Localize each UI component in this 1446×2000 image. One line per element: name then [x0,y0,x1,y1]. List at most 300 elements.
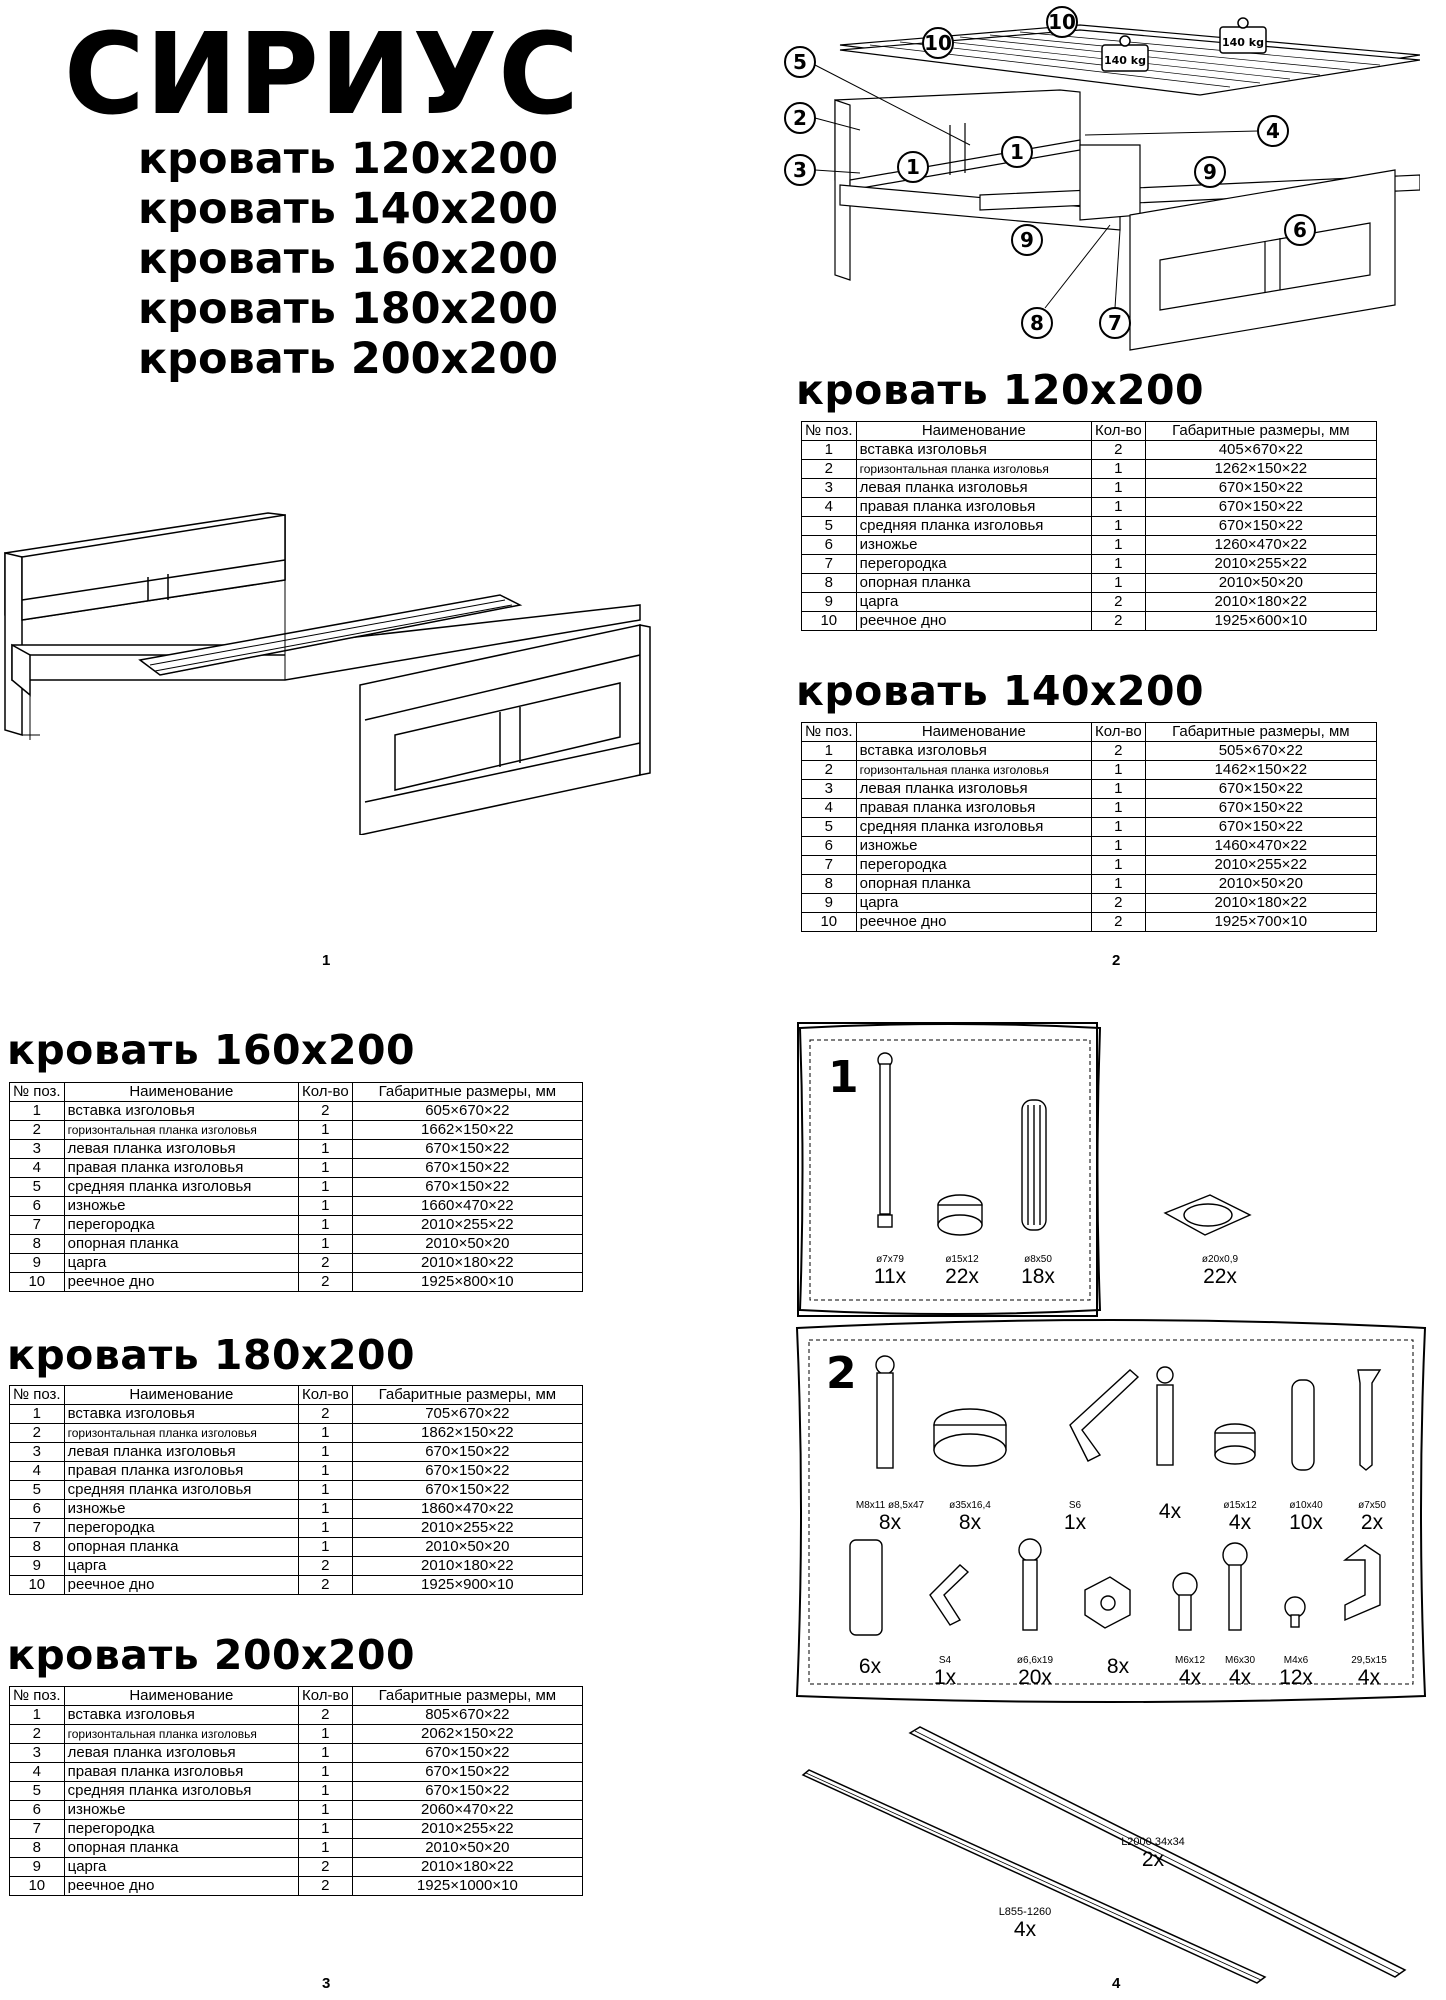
cell-name: царга [64,1254,298,1273]
model-item: кровать 180х200 [138,284,559,334]
cell-name: правая планка изголовья [856,799,1091,818]
cell-name: горизонтальная планка изголовья [856,761,1091,780]
table-title: кровать 120х200 [796,366,1205,414]
table-row [10,1877,583,1896]
cell-name: опорная планка [64,1538,298,1557]
page-number: 1 [322,952,331,969]
cell-dims: 2010×50×20 [352,1839,582,1858]
cell-dims: 1660×470×22 [352,1197,582,1216]
cell-dims: 2010×50×20 [352,1538,582,1557]
column-header-name: Наименование [64,1386,298,1405]
cell-pos: 1 [10,1102,65,1121]
brand-title: СИРИУС [64,10,580,140]
table-row [802,837,1377,856]
bag-1-parts [850,1050,1270,1260]
hw-item: M6x30 4x [1224,1655,1255,1689]
cell-qty: 1 [299,1462,353,1481]
cell-pos: 2 [10,1121,65,1140]
cell-dims: 670×150×22 [1145,498,1376,517]
table-row [802,856,1377,875]
cell-name: реечное дно [64,1273,298,1292]
callout: 7 [1108,311,1122,335]
cell-qty: 1 [299,1500,353,1519]
cell-dims: 1860×470×22 [352,1500,582,1519]
table-header-row [10,1687,583,1706]
table-row [10,1744,583,1763]
column-header-qty: Кол-во [1092,422,1146,441]
weight-label-1: 140 kg [1104,54,1146,67]
bag-2-parts-row-1 [860,1355,1400,1485]
column-header-pos: № поз. [10,1083,65,1102]
cell-pos: 4 [10,1159,65,1178]
hw-item: ø15x12 22x [945,1254,979,1288]
column-header-dims: Габаритные размеры, мм [352,1386,582,1405]
cell-dims: 670×150×22 [1145,479,1376,498]
table-row [802,799,1377,818]
cell-pos: 3 [802,780,857,799]
model-item: кровать 160х200 [138,234,559,284]
cell-qty: 1 [299,1538,353,1557]
cell-qty: 1 [1092,479,1146,498]
table-row [802,574,1377,593]
spec-table [801,722,1377,932]
hw-item: S6 1x [1063,1500,1087,1534]
hw-item: 8x [1106,1655,1130,1678]
column-header-pos: № поз. [802,422,857,441]
hw-item: ø10x40 10x [1289,1500,1323,1534]
rail-item: L855-1260 4x [998,1906,1052,1941]
cell-pos: 1 [802,742,857,761]
cell-qty: 2 [299,1102,353,1121]
column-header-name: Наименование [856,422,1091,441]
table-row [10,1782,583,1801]
cell-name: горизонтальная планка изголовья [64,1424,298,1443]
callout: 2 [793,106,807,130]
callout: 6 [1293,218,1307,242]
cell-name: вставка изголовья [64,1706,298,1725]
table-row [802,894,1377,913]
cell-pos: 6 [10,1197,65,1216]
cell-name: реечное дно [856,612,1091,631]
cell-qty: 1 [1092,460,1146,479]
column-header-dims: Габаритные размеры, мм [352,1083,582,1102]
page-number: 3 [322,1975,331,1992]
table-row [10,1462,583,1481]
table-header-row [802,422,1377,441]
cell-qty: 1 [1092,555,1146,574]
column-header-qty: Кол-во [299,1083,353,1102]
table-row [802,612,1377,631]
cell-pos: 10 [802,913,857,932]
table-row [10,1197,583,1216]
table-row [802,780,1377,799]
cell-name: царга [856,894,1091,913]
cell-pos: 9 [802,593,857,612]
cell-qty: 1 [299,1424,353,1443]
column-header-name: Наименование [856,723,1091,742]
cell-dims: 2010×180×22 [1145,593,1376,612]
cell-qty: 2 [299,1576,353,1595]
cell-name: царга [856,593,1091,612]
cell-dims: 2010×180×22 [352,1254,582,1273]
cell-pos: 7 [10,1216,65,1235]
cell-qty: 1 [299,1820,353,1839]
cell-pos: 9 [10,1557,65,1576]
model-item: кровать 140х200 [138,184,559,234]
cell-pos: 6 [10,1500,65,1519]
table-row [10,1102,583,1121]
hw-item: ø20x0,9 22x [1201,1254,1239,1288]
cell-dims: 670×150×22 [352,1159,582,1178]
cell-pos: 3 [10,1140,65,1159]
table-row [10,1121,583,1140]
cell-name: перегородка [64,1519,298,1538]
table-row [802,761,1377,780]
cell-pos: 5 [802,818,857,837]
cell-pos: 6 [802,536,857,555]
model-item: кровать 200х200 [138,334,559,384]
cell-name: изножье [64,1801,298,1820]
table-row [802,479,1377,498]
cell-qty: 2 [299,1858,353,1877]
cell-dims: 2062×150×22 [352,1725,582,1744]
cell-qty: 2 [299,1405,353,1424]
cell-dims: 670×150×22 [1145,517,1376,536]
cell-qty: 1 [1092,574,1146,593]
cell-name: левая планка изголовья [64,1140,298,1159]
table-row [10,1706,583,1725]
spec-table [801,421,1377,631]
table-header-row [10,1083,583,1102]
cell-name: царга [64,1557,298,1576]
cell-name: правая планка изголовья [64,1159,298,1178]
cell-pos: 3 [10,1744,65,1763]
table-row [10,1216,583,1235]
hw-item: ø7x50 2x [1358,1500,1386,1534]
cell-dims: 670×150×22 [352,1763,582,1782]
cell-name: царга [64,1858,298,1877]
cell-qty: 2 [1092,612,1146,631]
cell-qty: 1 [299,1235,353,1254]
hw-item: 4x [1158,1500,1182,1523]
cell-name: правая планка изголовья [856,498,1091,517]
table-row [802,517,1377,536]
cell-qty: 1 [1092,517,1146,536]
table-title: кровать 180х200 [7,1331,416,1379]
cell-pos: 5 [10,1782,65,1801]
cell-name: изножье [64,1500,298,1519]
cell-pos: 8 [10,1538,65,1557]
cell-pos: 10 [10,1273,65,1292]
column-header-qty: Кол-во [1092,723,1146,742]
cell-qty: 2 [299,1254,353,1273]
cell-pos: 3 [802,479,857,498]
cell-pos: 7 [802,856,857,875]
cell-pos: 2 [802,460,857,479]
cell-pos: 2 [10,1725,65,1744]
cell-qty: 2 [299,1706,353,1725]
cell-name: перегородка [64,1820,298,1839]
cell-pos: 5 [10,1178,65,1197]
cell-dims: 1462×150×22 [1145,761,1376,780]
cell-qty: 1 [299,1725,353,1744]
hw-item: M6x12 4x [1174,1655,1205,1689]
cell-dims: 670×150×22 [1145,799,1376,818]
cell-dims: 2010×180×22 [352,1858,582,1877]
cell-name: опорная планка [856,574,1091,593]
cell-dims: 670×150×22 [352,1178,582,1197]
cell-qty: 2 [1092,593,1146,612]
cell-name: реечное дно [856,913,1091,932]
cell-qty: 1 [1092,536,1146,555]
table-row [10,1273,583,1292]
cell-dims: 2010×50×20 [352,1235,582,1254]
cell-dims: 670×150×22 [352,1462,582,1481]
cell-qty: 2 [1092,742,1146,761]
hw-item: ø7x79 11x [873,1254,907,1288]
cell-pos: 6 [10,1801,65,1820]
table-title: кровать 160х200 [7,1026,416,1074]
cell-name: левая планка изголовья [856,479,1091,498]
cell-pos: 5 [802,517,857,536]
column-header-pos: № поз. [802,723,857,742]
cell-pos: 9 [10,1858,65,1877]
cell-pos: 7 [10,1820,65,1839]
cell-name: реечное дно [64,1877,298,1896]
table-header-row [802,723,1377,742]
table-row [10,1801,583,1820]
cell-dims: 2010×50×20 [1145,875,1376,894]
cell-qty: 1 [299,1481,353,1500]
table-row [10,1519,583,1538]
cell-pos: 2 [802,761,857,780]
cell-pos: 8 [802,875,857,894]
hw-item: ø6,6x19 20x [1016,1655,1054,1689]
cell-qty: 2 [299,1273,353,1292]
cell-dims: 670×150×22 [352,1140,582,1159]
cell-dims: 505×670×22 [1145,742,1376,761]
cell-pos: 8 [802,574,857,593]
cell-pos: 8 [10,1235,65,1254]
cell-name: правая планка изголовья [64,1462,298,1481]
cell-name: перегородка [856,555,1091,574]
cell-name: средняя планка изголовья [64,1178,298,1197]
cell-pos: 7 [10,1519,65,1538]
cell-qty: 2 [1092,441,1146,460]
cell-pos: 10 [10,1576,65,1595]
column-header-qty: Кол-во [299,1687,353,1706]
callout: 9 [1203,160,1217,184]
table-row [10,1839,583,1858]
cell-dims: 670×150×22 [352,1782,582,1801]
cell-pos: 1 [802,441,857,460]
bag-1-label: 1 [828,1052,860,1103]
cell-name: изножье [64,1197,298,1216]
cell-qty: 2 [299,1877,353,1896]
column-header-pos: № поз. [10,1687,65,1706]
model-item: кровать 120х200 [138,134,559,184]
table-row [802,441,1377,460]
weight-label-2: 140 kg [1222,36,1264,49]
table-row [802,460,1377,479]
table-row [802,913,1377,932]
cell-name: средняя планка изголовья [856,818,1091,837]
cell-name: средняя планка изголовья [64,1481,298,1500]
cell-pos: 6 [802,837,857,856]
cell-dims: 1460×470×22 [1145,837,1376,856]
callout: 8 [1030,311,1044,335]
cell-qty: 2 [1092,894,1146,913]
table-row [10,1405,583,1424]
column-header-pos: № поз. [10,1386,65,1405]
cell-qty: 1 [299,1178,353,1197]
table-title: кровать 140х200 [796,667,1205,715]
cell-qty: 1 [299,1839,353,1858]
cell-name: горизонтальная планка изголовья [64,1121,298,1140]
cell-pos: 1 [10,1706,65,1725]
table-row [10,1140,583,1159]
column-header-dims: Габаритные размеры, мм [352,1687,582,1706]
cell-qty: 1 [299,1744,353,1763]
spec-table [9,1686,583,1896]
cell-dims: 1862×150×22 [352,1424,582,1443]
table-row [802,875,1377,894]
column-header-name: Наименование [64,1687,298,1706]
cell-name: вставка изголовья [64,1102,298,1121]
cell-dims: 2010×255×22 [352,1519,582,1538]
table-row [802,818,1377,837]
cell-dims: 670×150×22 [352,1443,582,1462]
cell-qty: 1 [1092,837,1146,856]
bag-2-label: 2 [826,1348,858,1399]
cell-qty: 1 [299,1197,353,1216]
cell-dims: 2010×255×22 [352,1820,582,1839]
cell-dims: 805×670×22 [352,1706,582,1725]
cell-pos: 10 [10,1877,65,1896]
cell-dims: 1262×150×22 [1145,460,1376,479]
cell-dims: 1925×600×10 [1145,612,1376,631]
cell-pos: 4 [10,1763,65,1782]
cell-pos: 4 [802,498,857,517]
callout: 4 [1266,119,1280,143]
cell-dims: 1260×470×22 [1145,536,1376,555]
hw-item: 6x [858,1655,882,1678]
cell-name: опорная планка [64,1235,298,1254]
table-header-row [10,1386,583,1405]
cell-name: левая планка изголовья [856,780,1091,799]
table-row [10,1235,583,1254]
cell-name: левая планка изголовья [64,1443,298,1462]
table-row [802,593,1377,612]
cell-dims: 1925×900×10 [352,1576,582,1595]
cell-name: правая планка изголовья [64,1763,298,1782]
model-list [138,134,558,384]
cell-dims: 1662×150×22 [352,1121,582,1140]
cell-qty: 2 [1092,913,1146,932]
table-row [10,1443,583,1462]
cell-qty: 1 [299,1519,353,1538]
cell-name: горизонтальная планка изголовья [856,460,1091,479]
page-number: 4 [1112,1975,1121,1992]
cell-qty: 1 [1092,799,1146,818]
cell-dims: 670×150×22 [352,1481,582,1500]
column-header-dims: Габаритные размеры, мм [1145,422,1376,441]
cell-qty: 1 [1092,780,1146,799]
callout: 10 [924,31,952,55]
cell-name: левая планка изголовья [64,1744,298,1763]
cell-dims: 670×150×22 [1145,780,1376,799]
cell-qty: 1 [299,1216,353,1235]
spec-table [9,1082,583,1292]
hw-item: M8x11 ø8,5x47 8x [855,1500,925,1534]
cell-pos: 1 [10,1405,65,1424]
cell-qty: 1 [1092,498,1146,517]
table-row [10,1178,583,1197]
cell-qty: 1 [1092,856,1146,875]
cell-name: реечное дно [64,1576,298,1595]
bed-illustration [0,505,660,835]
bag-2-parts-row-2 [840,1535,1400,1655]
cell-name: вставка изголовья [856,441,1091,460]
cell-dims: 670×150×22 [352,1744,582,1763]
callout: 10 [1048,10,1076,34]
cell-name: перегородка [64,1216,298,1235]
table-row [10,1481,583,1500]
cell-name: опорная планка [856,875,1091,894]
cell-dims: 405×670×22 [1145,441,1376,460]
cell-name: изножье [856,536,1091,555]
cell-dims: 2010×180×22 [352,1557,582,1576]
cell-qty: 1 [299,1763,353,1782]
cell-qty: 1 [299,1121,353,1140]
column-header-name: Наименование [64,1083,298,1102]
cell-name: средняя планка изголовья [856,517,1091,536]
rail-item: L2000 34x34 2x [1121,1836,1185,1871]
table-row [10,1538,583,1557]
cell-qty: 1 [1092,875,1146,894]
cell-name: изножье [856,837,1091,856]
exploded-diagram [780,5,1420,360]
cell-name: вставка изголовья [64,1405,298,1424]
table-row [10,1159,583,1178]
cell-qty: 1 [299,1801,353,1820]
cell-dims: 2010×255×22 [1145,555,1376,574]
cell-dims: 2010×255×22 [352,1216,582,1235]
table-row [10,1576,583,1595]
cell-pos: 8 [10,1839,65,1858]
cell-dims: 1925×700×10 [1145,913,1376,932]
column-header-dims: Габаритные размеры, мм [1145,723,1376,742]
table-row [802,555,1377,574]
cell-dims: 705×670×22 [352,1405,582,1424]
hw-item: S4 1x [933,1655,957,1689]
cell-dims: 2010×255×22 [1145,856,1376,875]
cell-qty: 1 [299,1782,353,1801]
cell-qty: 1 [1092,818,1146,837]
hw-item: ø15x12 4x [1223,1500,1257,1534]
cell-qty: 2 [299,1557,353,1576]
cell-name: опорная планка [64,1839,298,1858]
callout: 3 [793,158,807,182]
cell-dims: 2010×50×20 [1145,574,1376,593]
cell-qty: 1 [299,1140,353,1159]
cell-dims: 605×670×22 [352,1102,582,1121]
table-row [802,536,1377,555]
table-row [10,1500,583,1519]
cell-pos: 10 [802,612,857,631]
cell-dims: 670×150×22 [1145,818,1376,837]
table-row [10,1725,583,1744]
